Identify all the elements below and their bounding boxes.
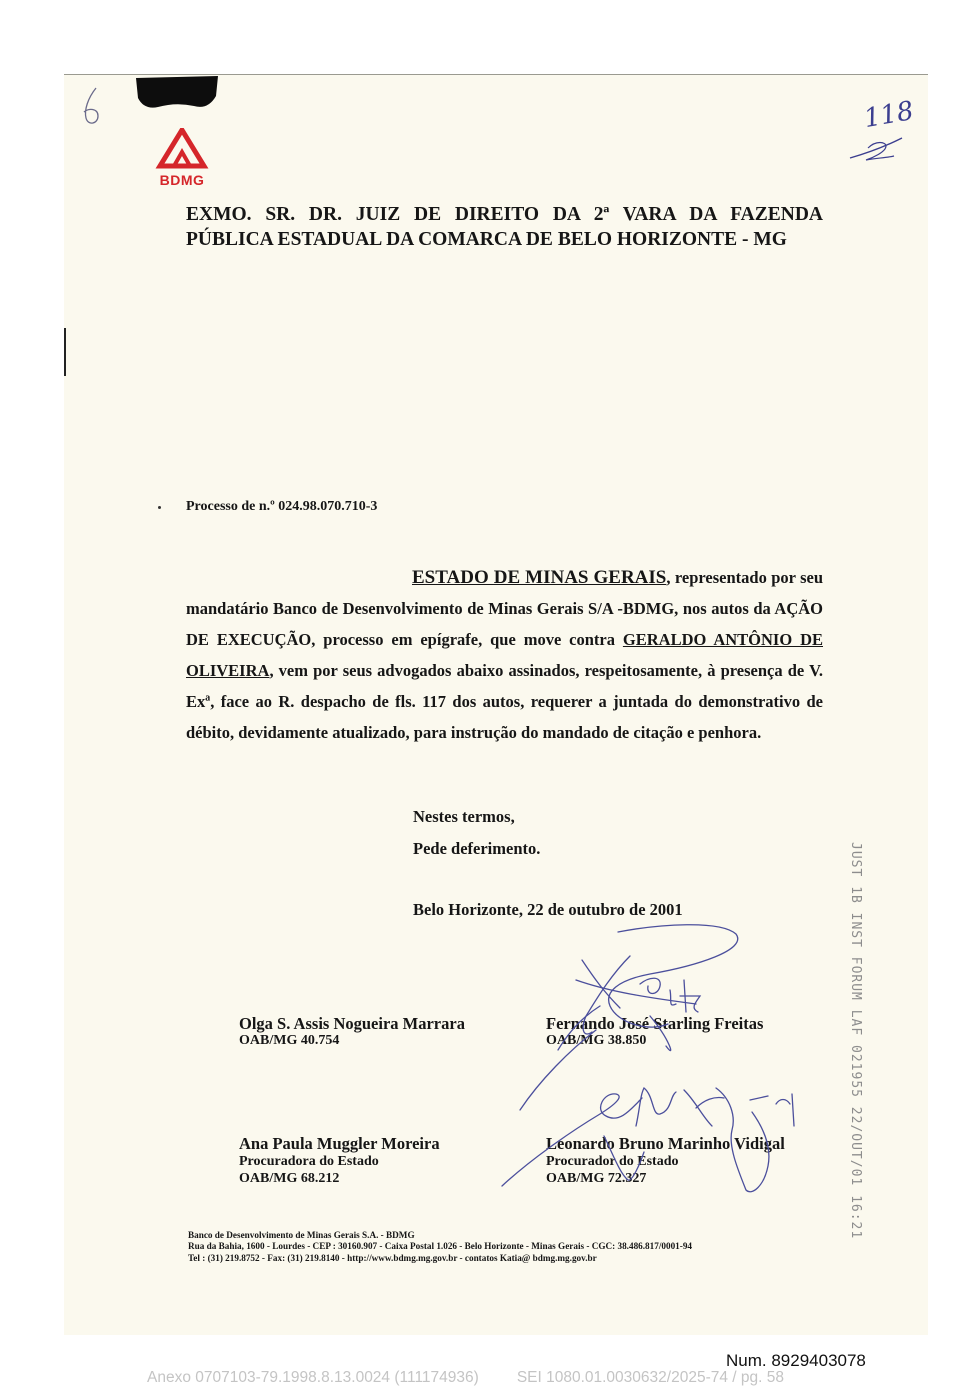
process-number: Processo de n.º 024.98.070.710-3 xyxy=(186,499,378,514)
petition-body xyxy=(186,562,823,748)
logo-text: BDMG xyxy=(159,172,205,188)
body-text-part-1: , representado por seu mandatário Banco de Desenvolvimento de Minas Gerais S/A -BDMG, nos autos da AÇÃO DE EXECUÇÃO, processo em epígrafe, que move contra xyxy=(186,568,823,649)
footer-line-2: Rua da Bahia, 1600 - Lourdes - CEP : 30160.907 - Caixa Postal 1.026 - Belo Horizonte - Minas Gerais - CGC: 38.486.817/0001-94 xyxy=(188,1241,693,1251)
closing-line-2: Pede deferimento. xyxy=(413,839,541,858)
closing-line-1: Nestes termos, xyxy=(413,807,515,826)
annex-id: Anexo 0707103-79.1998.8.13.0024 (111174936) xyxy=(147,1369,479,1386)
bdmg-logo-icon xyxy=(154,128,210,172)
stray-dot xyxy=(158,506,161,509)
addressee-header xyxy=(186,202,823,252)
signatory-1-name: Olga S. Assis Nogueira Marrara xyxy=(239,1014,465,1033)
signatory-3-name: Ana Paula Muggler Moreira xyxy=(239,1134,440,1153)
footer-line-3: Tel : (31) 219.8752 - Fax: (31) 219.8140 - http://www.bdmg.mg.gov.br - contatos Katia@ bdmg.mg.gov.br xyxy=(188,1253,597,1263)
defendant-name: GERALDO ANTÔNIO DE OLIVEIRA xyxy=(186,630,823,680)
signatory-3-title: Procuradora do Estado xyxy=(239,1154,379,1169)
left-edge-mark xyxy=(64,328,66,376)
signatory-4-oab: OAB/MG 72.327 xyxy=(546,1171,647,1186)
handwritten-page-number: 118 xyxy=(861,95,916,135)
signatory-2-name: Fernando José Starling Freitas xyxy=(546,1014,764,1033)
sheet-top-edge xyxy=(64,74,928,75)
place-and-date: Belo Horizonte, 22 de outubro de 2001 xyxy=(413,900,683,919)
annex-reference xyxy=(147,1369,784,1387)
tape-mark xyxy=(136,76,220,110)
signatory-1-oab: OAB/MG 40.754 xyxy=(239,1033,340,1048)
header-line-1: EXMO. SR. DR. JUIZ DE DIREITO DA 2ª VARA DA FAZENDA xyxy=(186,204,823,225)
signatory-4-name: Leonardo Bruno Marinho Vidigal xyxy=(546,1134,785,1153)
signatory-4-title: Procurador do Estado xyxy=(546,1154,679,1169)
plaintiff-entity: ESTADO DE MINAS GERAIS xyxy=(412,567,667,588)
footer-line-1: Banco de Desenvolvimento de Minas Gerais S.A. - BDMG xyxy=(188,1230,415,1240)
signatory-2-oab: OAB/MG 38.850 xyxy=(546,1033,647,1048)
body-text-part-2: , vem por seus advogados abaixo assinados, respeitosamente, à presença de V. Exª, face ao R. despacho de fls. 117 dos autos, requerer a juntada do demonstrativo de débito, devidamente atualizado, para instrução do mandado de citação e penhora. xyxy=(186,661,823,742)
handwritten-underline xyxy=(846,124,908,164)
bdmg-logo xyxy=(154,128,210,190)
court-receipt-stamp: JUST 1B INST FORUM LAF 021955 22/OUT/01 16:21 xyxy=(848,842,863,1240)
handwritten-initial xyxy=(74,82,108,130)
signatory-3-oab: OAB/MG 68.212 xyxy=(239,1171,340,1186)
document-number: Num. 8929403078 xyxy=(726,1351,866,1370)
sei-id: SEI 1080.01.0030632/2025-74 / pg. 58 xyxy=(516,1369,784,1386)
handwritten-signatures xyxy=(500,920,820,1200)
header-line-2: PÚBLICA ESTADUAL DA COMARCA DE BELO HORIZONTE - MG xyxy=(186,229,787,250)
